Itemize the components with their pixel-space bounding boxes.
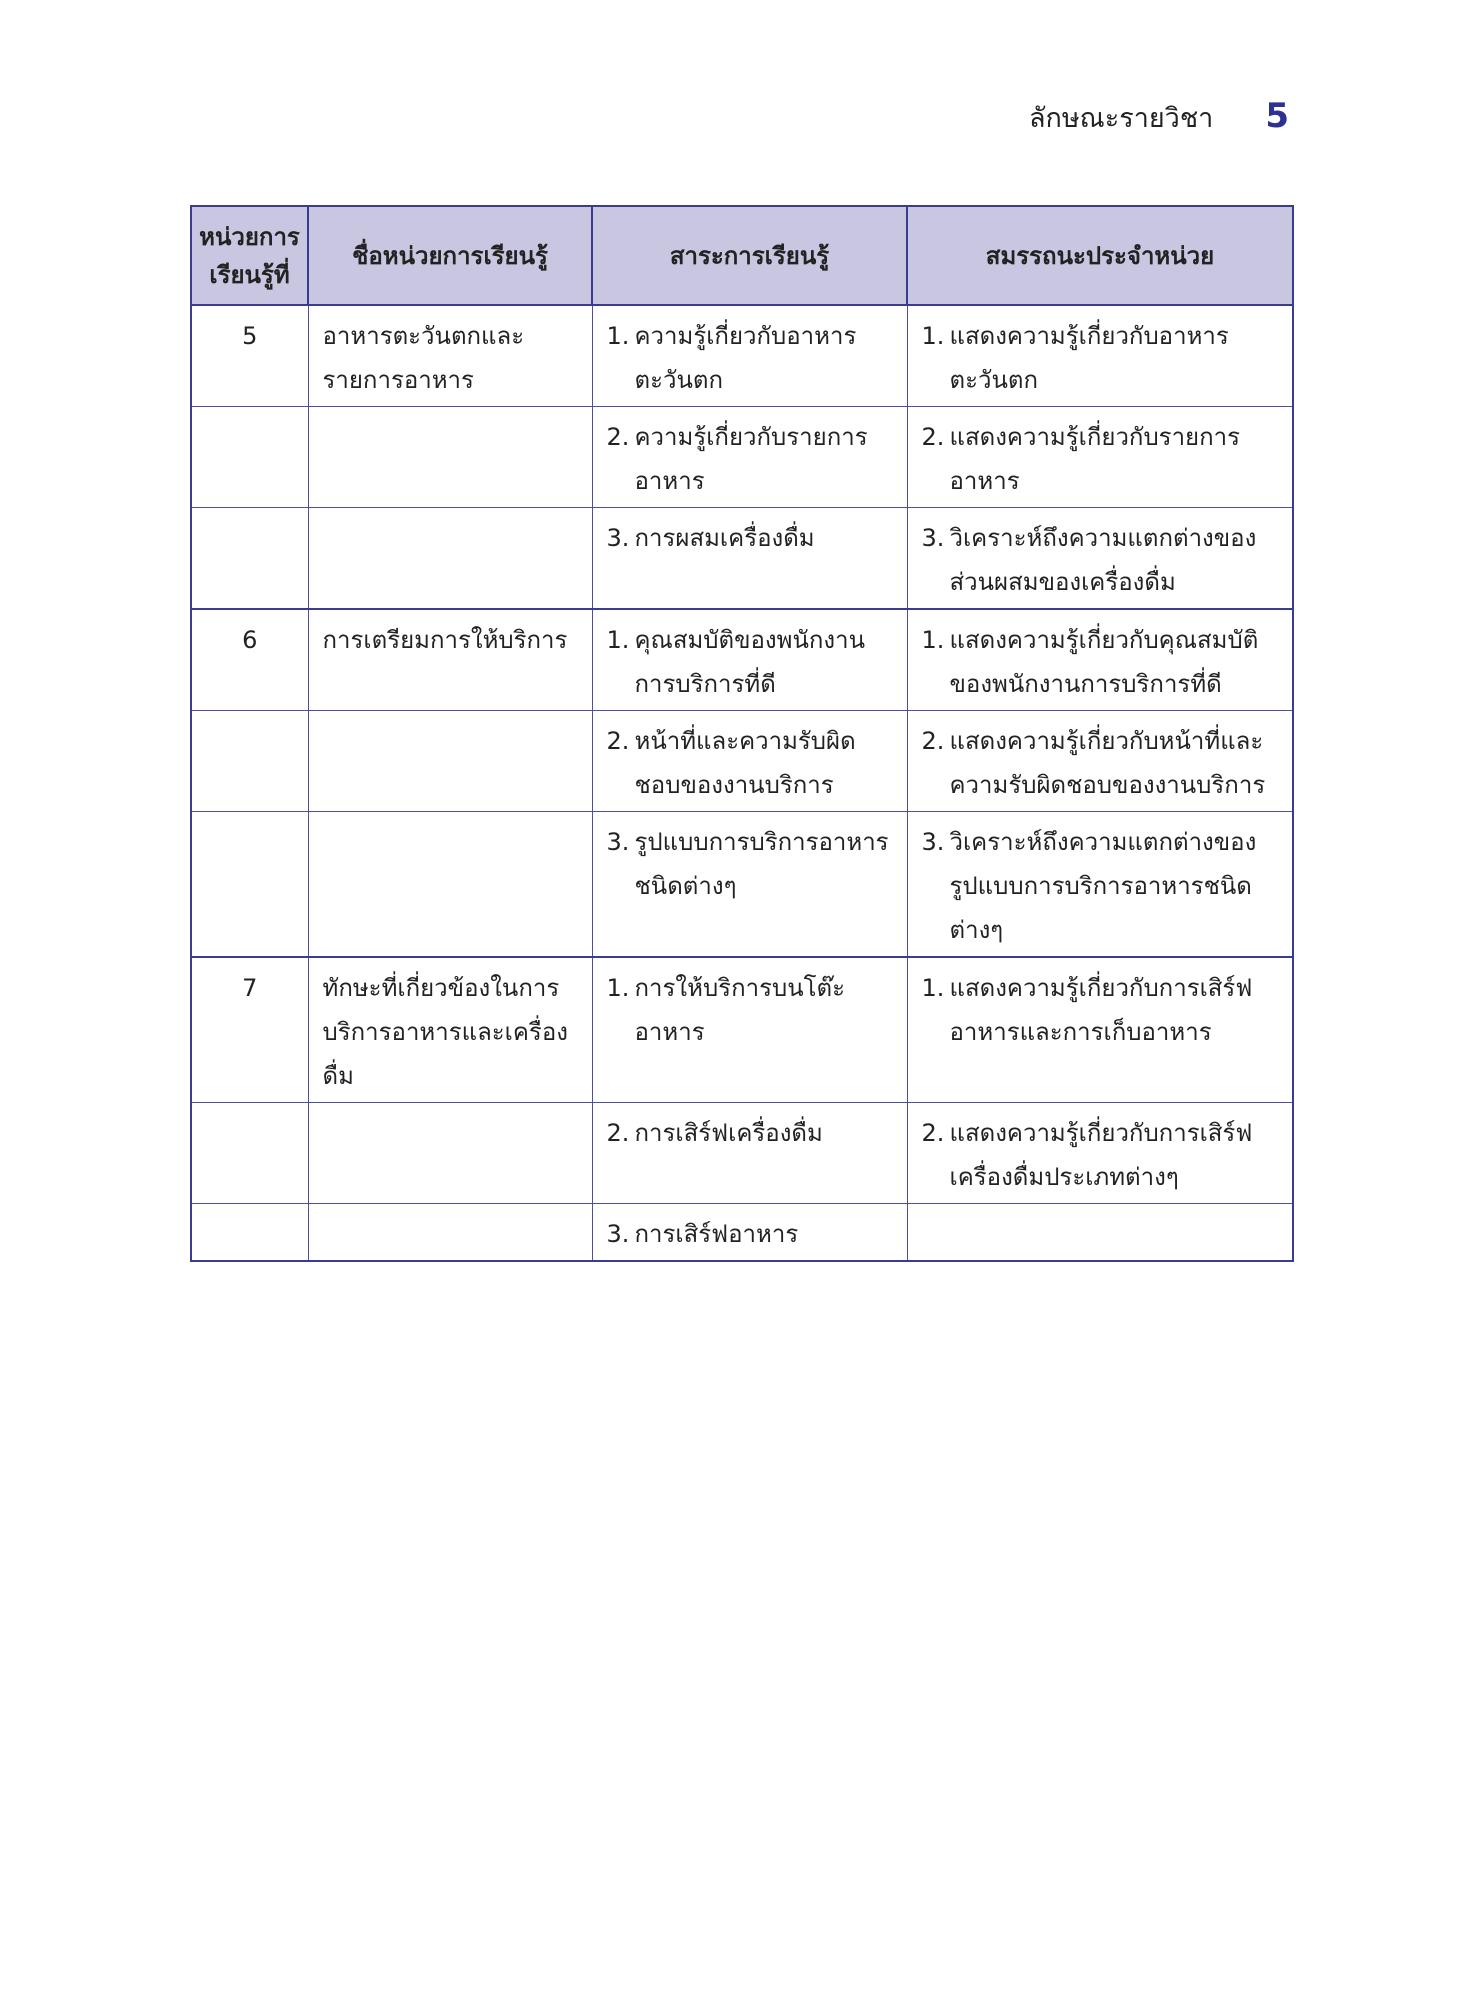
unit-name-cell: [308, 1204, 592, 1262]
competency-text: วิเคราะห์ถึงความแตกต่างของส่วนผสมของเครื่องดื่ม: [949, 524, 1257, 596]
unit-name-cell: อาหารตะวันตกและรายการอาหาร: [308, 305, 592, 407]
content-number: 2.: [606, 727, 630, 755]
content-cell: [592, 711, 907, 812]
unit-no-cell: [191, 1103, 308, 1204]
competency-text: แสดงความรู้เกี่ยวกับการเสิร์ฟเครื่องดื่มประเภทต่างๆ: [949, 1119, 1253, 1191]
content-text: หน้าที่และความรับผิดชอบของงานบริการ: [634, 727, 856, 799]
content-text: การให้บริการบนโต๊ะอาหาร: [634, 974, 845, 1046]
competency-cell: [907, 407, 1293, 508]
unit-no-cell: [191, 1204, 308, 1262]
unit-name-cell: การเตรียมการให้บริการ: [308, 609, 592, 711]
competency-text: วิเคราะห์ถึงความแตกต่างของรูปแบบการบริการอาหารชนิดต่างๆ: [949, 828, 1257, 944]
page-number: 5: [1265, 96, 1289, 136]
table-row: [191, 407, 1293, 508]
competency-number: 1.: [921, 626, 945, 654]
table-row: [191, 1204, 1293, 1262]
content-number: 2.: [606, 423, 630, 451]
unit-name-cell: [308, 508, 592, 610]
content-number: 1.: [606, 322, 630, 350]
header-unit-name: ชื่อหน่วยการเรียนรู้: [308, 206, 592, 305]
content-cell: [592, 1103, 907, 1204]
content-text: ความรู้เกี่ยวกับอาหารตะวันตก: [634, 322, 857, 394]
content-number: 3.: [606, 1220, 630, 1248]
content-number: 3.: [606, 524, 630, 552]
competency-number: 1.: [921, 974, 945, 1002]
content-cell: [592, 508, 907, 610]
content-cell: [592, 305, 907, 407]
competency-text: แสดงความรู้เกี่ยวกับอาหารตะวันตก: [949, 322, 1229, 394]
content-number: 1.: [606, 626, 630, 654]
content-number: 3.: [606, 828, 630, 856]
table-row: [191, 812, 1293, 958]
competency-cell: [907, 1103, 1293, 1204]
content-text: ความรู้เกี่ยวกับรายการอาหาร: [634, 423, 868, 495]
unit-name-cell: ทักษะที่เกี่ยวข้องในการบริการอาหารและเครื่องดื่ม: [308, 957, 592, 1103]
unit-no-cell: 6: [191, 609, 308, 711]
content-cell: [592, 609, 907, 711]
unit-no-cell: [191, 812, 308, 958]
competency-cell: [907, 957, 1293, 1103]
competency-cell: [907, 1204, 1293, 1262]
competency-text: แสดงความรู้เกี่ยวกับรายการอาหาร: [949, 423, 1241, 495]
table-header-row: [191, 206, 1293, 305]
competency-number: 2.: [921, 1119, 945, 1147]
competency-cell: [907, 812, 1293, 958]
table-row: [191, 957, 1293, 1103]
competency-number: 3.: [921, 828, 945, 856]
competency-number: 2.: [921, 423, 945, 451]
unit-no-cell: [191, 711, 308, 812]
table-row: [191, 711, 1293, 812]
content-number: 1.: [606, 974, 630, 1002]
unit-no-cell: [191, 508, 308, 610]
unit-no-cell: 5: [191, 305, 308, 407]
content-cell: [592, 957, 907, 1103]
content-text: การเสิร์ฟอาหาร: [634, 1220, 799, 1248]
header-content: สาระการเรียนรู้: [592, 206, 907, 305]
competency-number: 1.: [921, 322, 945, 350]
unit-name-cell: [308, 812, 592, 958]
table-row: [191, 305, 1293, 407]
table-row: [191, 1103, 1293, 1204]
header-competency: สมรรถนะประจำหน่วย: [907, 206, 1293, 305]
unit-name-cell: [308, 1103, 592, 1204]
content-cell: [592, 1204, 907, 1262]
content-text: การเสิร์ฟเครื่องดื่ม: [634, 1119, 823, 1147]
content-text: คุณสมบัติของพนักงานการบริการที่ดี: [634, 626, 866, 698]
page-header: [1029, 96, 1289, 139]
unit-name-cell: [308, 407, 592, 508]
content-text: การผสมเครื่องดื่ม: [634, 524, 815, 552]
competency-text: แสดงความรู้เกี่ยวกับการเสิร์ฟอาหารและการเก็บอาหาร: [949, 974, 1253, 1046]
competency-number: 2.: [921, 727, 945, 755]
competency-cell: [907, 508, 1293, 610]
competency-text: แสดงความรู้เกี่ยวกับหน้าที่และความรับผิดชอบของงานบริการ: [949, 727, 1266, 799]
competency-cell: [907, 305, 1293, 407]
table-row: [191, 609, 1293, 711]
content-number: 2.: [606, 1119, 630, 1147]
unit-no-cell: [191, 407, 308, 508]
learning-units-table: [190, 205, 1294, 1262]
competency-number: 3.: [921, 524, 945, 552]
unit-no-cell: 7: [191, 957, 308, 1103]
header-unit-no: หน่วยการเรียนรู้ที่: [191, 206, 308, 305]
content-text: รูปแบบการบริการอาหารชนิดต่างๆ: [634, 828, 889, 900]
competency-cell: [907, 711, 1293, 812]
running-header-title: ลักษณะรายวิชา: [1028, 103, 1214, 134]
unit-name-cell: [308, 711, 592, 812]
competency-cell: [907, 609, 1293, 711]
content-cell: [592, 812, 907, 958]
table-row: [191, 508, 1293, 610]
competency-text: แสดงความรู้เกี่ยวกับคุณสมบัติของพนักงานการบริการที่ดี: [949, 626, 1259, 698]
content-cell: [592, 407, 907, 508]
